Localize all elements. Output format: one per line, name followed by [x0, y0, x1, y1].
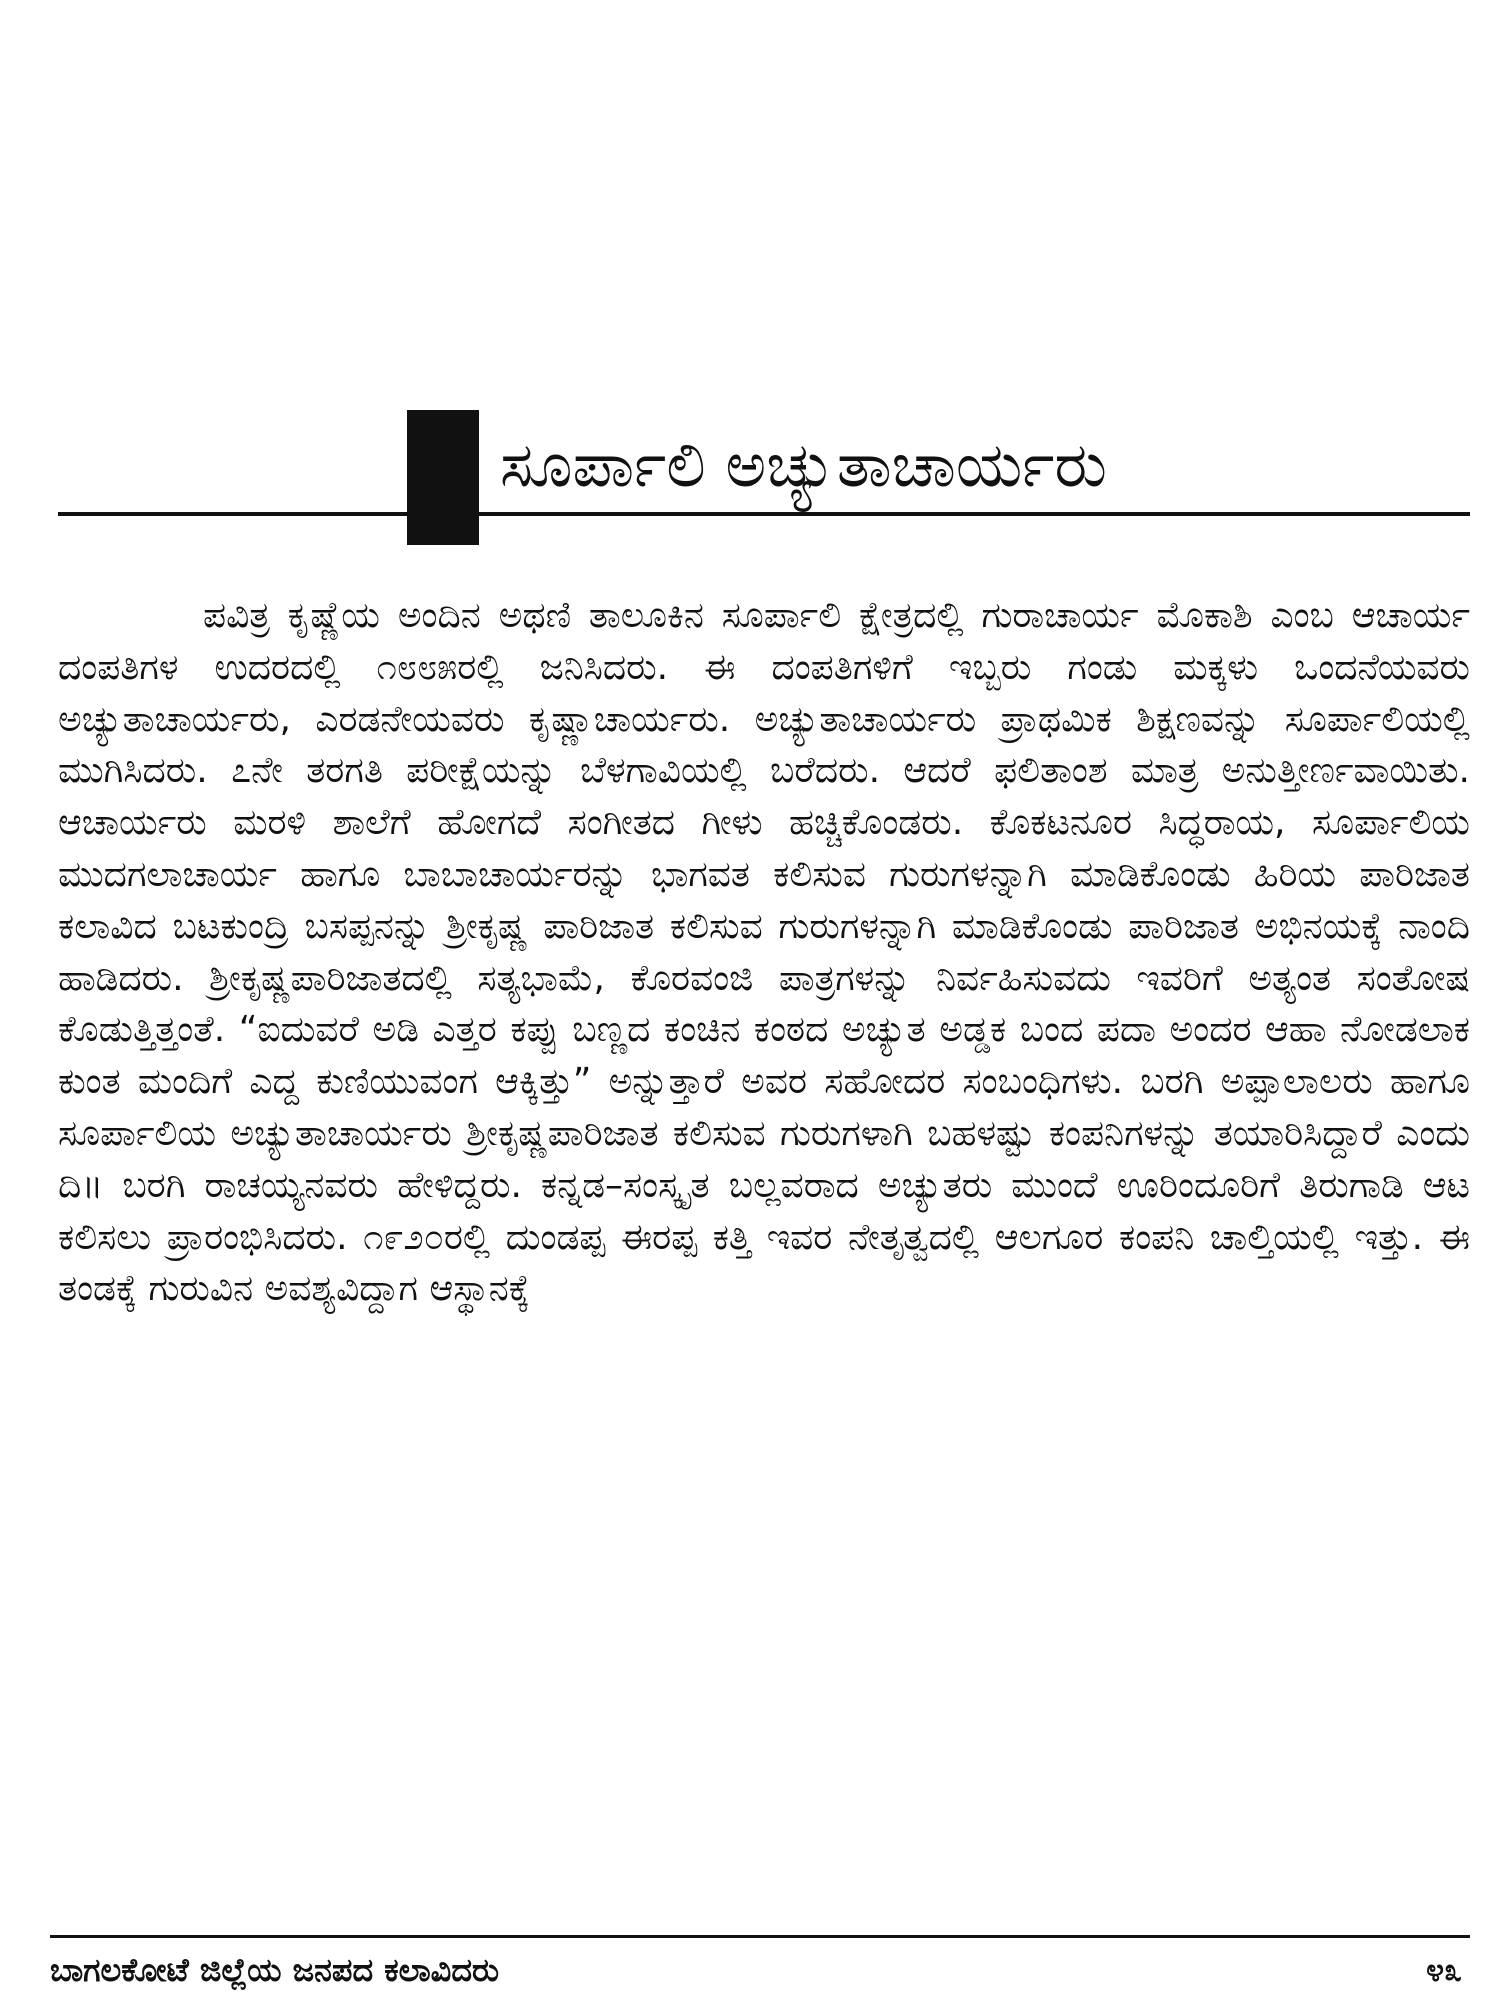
page-number: ೪೩	[1426, 1951, 1462, 1989]
footer-book-title: ಬಾಗಲಕೋಟೆ ಜಿಲ್ಲೆಯ ಜನಪದ ಕಲಾವಿದರು	[50, 1951, 500, 1989]
title-marker-block	[407, 410, 479, 545]
title-divider	[58, 512, 1470, 516]
page-title: ಸೂರ್ಪಾಲಿ ಅಚ್ಯುತಾಚಾರ್ಯರು	[500, 428, 1107, 501]
footer-divider	[50, 1935, 1470, 1938]
body-paragraph: ಪವಿತ್ರ ಕೃಷ್ಣೆಯ ಅಂದಿನ ಅಥಣಿ ತಾಲೂಕಿನ ಸೂರ್ಪಾಲಿ ಕ್ಷೇತ್ರದಲ್ಲಿ ಗುರಾಚಾರ್ಯ ಮೊಕಾಶಿ ಎಂಬ ಆಚಾರ್ಯ ದಂಪತಿಗಳ ಉದರದಲ್ಲಿ ೧೮೮೫ರಲ್ಲಿ ಜನಿಸಿದರು. ಈ ದಂಪತಿಗಳಿಗೆ ಇಬ್ಬರು ಗಂಡು ಮಕ್ಕಳು ಒಂದನೆಯವರು ಅಚ್ಯುತಾಚಾರ್ಯರು, ಎರಡನೇಯವರು ಕೃಷ್ಣಾಚಾರ್ಯರು. ಅಚ್ಯುತಾಚಾರ್ಯರು ಪ್ರಾಥಮಿಕ ಶಿಕ್ಷಣವನ್ನು ಸೂರ್ಪಾಲಿಯಲ್ಲಿ ಮುಗಿಸಿದರು. ೭ನೇ ತರಗತಿ ಪರೀಕ್ಷೆಯನ್ನು ಬೆಳಗಾವಿಯಲ್ಲಿ ಬರೆದರು. ಆದರೆ ಫಲಿತಾಂಶ ಮಾತ್ರ ಅನುತ್ತೀರ್ಣವಾಯಿತು. ಆಚಾರ್ಯರು ಮರಳಿ ಶಾಲೆಗೆ ಹೋಗದೆ ಸಂಗೀತದ ಗೀಳು ಹಚ್ಚಿಕೊಂಡರು. ಕೊಕಟನೂರ ಸಿದ್ಧರಾಯ, ಸೂರ್ಪಾಲಿಯ ಮುದಗಲಾಚಾರ್ಯ ಹಾಗೂ ಬಾಬಾಚಾರ್ಯರನ್ನು ಭಾಗವತ ಕಲಿಸುವ ಗುರುಗಳನ್ನಾಗಿ ಮಾಡಿಕೊಂಡು ಹಿರಿಯ ಪಾರಿಜಾತ ಕಲಾವಿದ ಬಟಕುಂದ್ರಿ ಬಸಪ್ಪನನ್ನು ಶ್ರೀಕೃಷ್ಣ ಪಾರಿಜಾತ ಕಲಿಸುವ ಗುರುಗಳನ್ನಾಗಿ ಮಾಡಿಕೊಂಡು ಪಾರಿಜಾತ ಅಭಿನಯಕ್ಕೆ ನಾಂದಿ ಹಾಡಿದರು. ಶ್ರೀಕೃಷ್ಣಪಾರಿಜಾತದಲ್ಲಿ ಸತ್ಯಭಾಮೆ, ಕೊರವಂಜಿ ಪಾತ್ರಗಳನ್ನು ನಿರ್ವಹಿಸುವದು ಇವರಿಗೆ ಅತ್ಯಂತ ಸಂತೋಷ ಕೊಡುತ್ತಿತ್ತಂತೆ. “ಐದುವರೆ ಅಡಿ ಎತ್ತರ ಕಪ್ಪು ಬಣ್ಣದ ಕಂಚಿನ ಕಂಠದ ಅಚ್ಯುತ ಅಡ್ಡಕ ಬಂದ ಪದಾ ಅಂದರ ಆಹಾ ನೋಡಲಾಕ ಕುಂತ ಮಂದಿಗೆ ಎದ್ದ ಕುಣಿಯುವಂಗ ಆಕ್ಕಿತ್ತು” ಅನ್ನುತ್ತಾರೆ ಅವರ ಸಹೋದರ ಸಂಬಂಧಿಗಳು. ಬರಗಿ ಅಪ್ಪಾಲಾಲರು ಹಾಗೂ ಸೂರ್ಪಾಲಿಯ ಅಚ್ಯುತಾಚಾರ್ಯರು ಶ್ರೀಕೃಷ್ಣಪಾರಿಜಾತ ಕಲಿಸುವ ಗುರುಗಳಾಗಿ ಬಹಳಷ್ಟು ಕಂಪನಿಗಳನ್ನು ತಯಾರಿಸಿದ್ದಾರೆ ಎಂದು ದಿ॥ ಬರಗಿ ರಾಚಯ್ಯನವರು ಹೇಳಿದ್ದರು. ಕನ್ನಡ–ಸಂಸ್ಕೃತ ಬಲ್ಲವರಾದ ಅಚ್ಯುತರು ಮುಂದೆ ಊರಿಂದೂರಿಗೆ ತಿರುಗಾಡಿ ಆಟ ಕಲಿಸಲು ಪ್ರಾರಂಭಿಸಿದರು. ೧೯೨೦ರಲ್ಲಿ ದುಂಡಪ್ಪ ಈರಪ್ಪ ಕತ್ತಿ ಇವರ ನೇತೃತ್ವದಲ್ಲಿ ಆಲಗೂರ ಕಂಪನಿ ಚಾಲ್ತಿಯಲ್ಲಿ ಇತ್ತು. ಈ ತಂಡಕ್ಕೆ ಗುರುವಿನ ಅವಶ್ಯವಿದ್ದಾಗ ಆಸ್ಥಾನಕ್ಕೆ	[58, 595, 1470, 1310]
